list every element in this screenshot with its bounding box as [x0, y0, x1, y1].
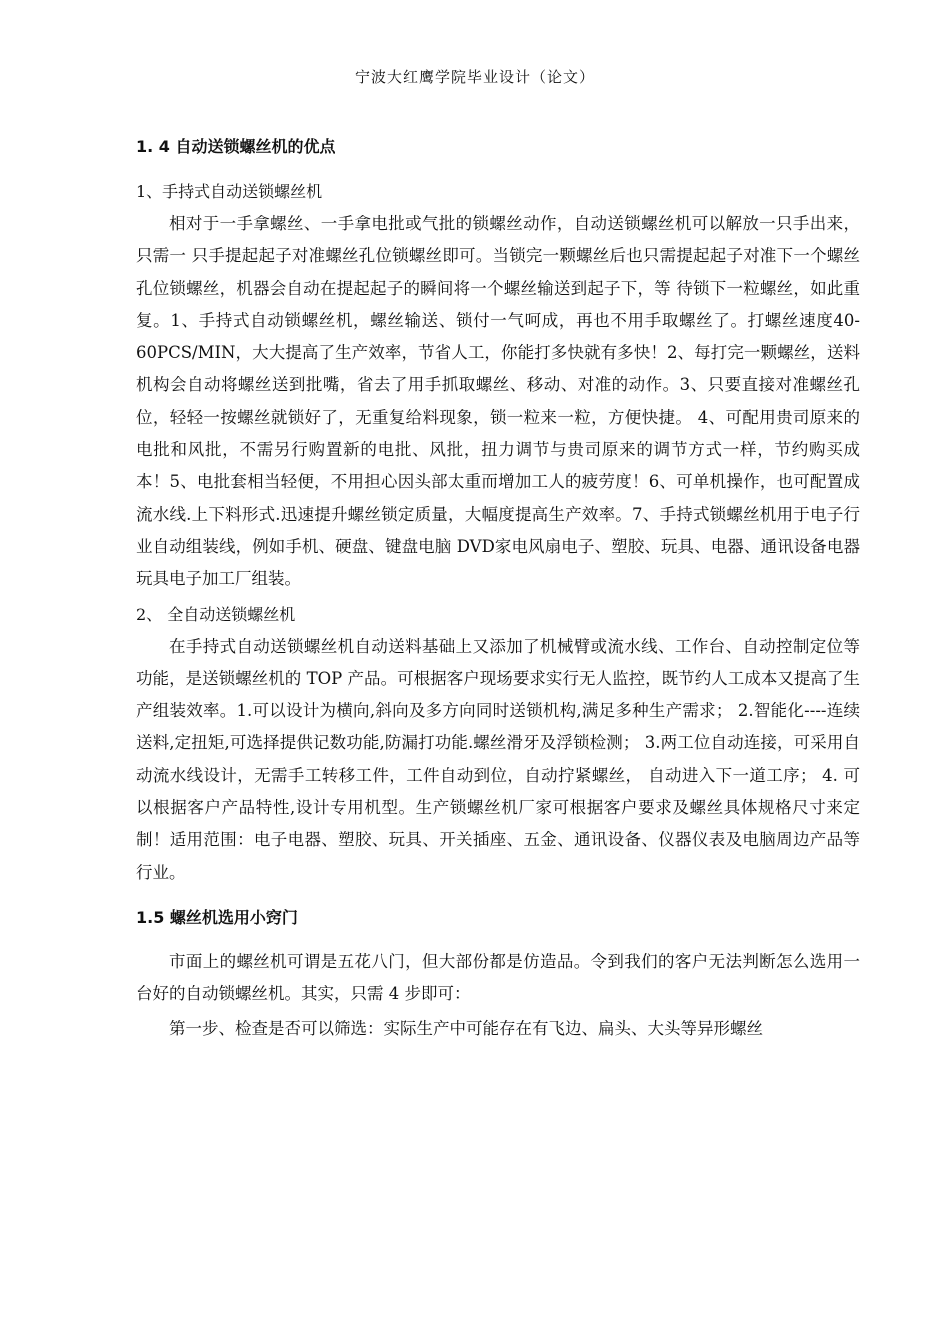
section-heading-1-4: 1. 4 自动送锁螺丝机的优点	[136, 137, 336, 156]
paragraph-selection-intro: 市面上的螺丝机可谓是五花八门，但大部份都是仿造品。令到我们的客户无法判断怎么选用一台好的自动锁螺丝机。其实，只需 4 步即可：	[136, 951, 860, 1004]
section-heading-1-5: 1.5 螺丝机选用小窍门	[136, 907, 298, 927]
document-body	[136, 134, 860, 1045]
subheading-handheld: 1、手持式自动送锁螺丝机	[136, 182, 323, 201]
page-header: 宁波大红鹰学院毕业设计（论文）	[354, 68, 595, 86]
subheading-fully-automatic: 2、 全自动送锁螺丝机	[136, 604, 296, 624]
paragraph-fully-automatic: 在手持式自动送锁螺丝机自动送料基础上又添加了机械臂或流水线、工作台、自动控制定位等功能，是送锁螺丝机的 TOP 产品。可根据客户现场要求实行无人监控，既节约人工成本又提高了生产组装效率。1.可以设计为横向,斜向及多方向同时送锁机构,满足多种生产需求； 2.智能化----连续送料,定扭矩,可选择提供记数功能,防漏打功能.螺丝滑牙及浮锁检测； 3.两工位自动连接，可采用自动流水线设计，无需手工转移工件，工件自动到位，自动拧紧螺丝， 自动进入下一道工序； 4. 可以根据客户产品特性,设计专用机型。生产锁螺丝机厂家可根据客户要求及螺丝具体规格尺寸来定制！适用范围：电子电器、塑胶、玩具、开关插座、五金、通讯设备、仪器仪表及电脑周边产品等行业。	[136, 636, 860, 882]
paragraph-step-one: 第一步、检查是否可以筛选：实际生产中可能存在有飞边、扁头、大头等异形螺丝	[169, 1018, 763, 1038]
paragraph-handheld: 相对于一手拿螺丝、一手拿电批或气批的锁螺丝动作，自动送锁螺丝机可以解放一只手出来，只需一 只手提起起子对准螺丝孔位锁螺丝即可。当锁完一颗螺丝后也只需提起起子对准下一个螺丝孔位锁螺丝，机器会自动在提起起子的瞬间将一个螺丝输送到起子下，等 待锁下一粒螺丝，如此重复。1、手持式自动锁螺丝机，螺丝输送、锁付一气呵成，再也不用手取螺丝了。打螺丝速度40-60PCS/MIN，大大提高了生产效率，节省人工，你能打多快就有多快！2、每打完一颗螺丝，送料机构会自动将螺丝送到批嘴，省去了用手抓取螺丝、移动、对准的动作。3、只要直接对准螺丝孔位，轻轻一按螺丝就锁好了，无重复给料现象，锁一粒来一粒，方便快捷。 4、可配用贵司原来的电批和风批，不需另行购置新的电批、风批，扭力调节与贵司原来的调节方式一样，节约购买成本！5、电批套相当轻便，不用担心因头部太重而增加工人的疲劳度！6、可单机操作，也可配置成流水线.上下料形式.迅速提升螺丝锁定质量，大幅度提高生产效率。7、手持式锁螺丝机用于电子行业自动组装线，例如手机、硬盘、键盘电脑 DVD家电风扇电子、塑胶、玩具、电器、通讯设备电器玩具电子加工厂组装。	[136, 214, 860, 589]
